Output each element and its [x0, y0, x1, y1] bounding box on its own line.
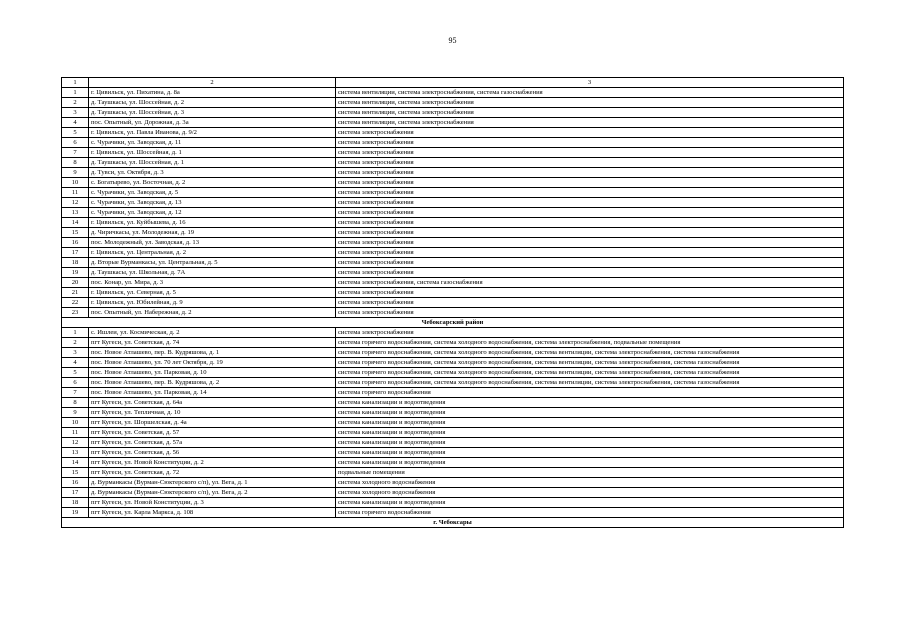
row-number: 5 [62, 128, 89, 138]
address-cell: г. Цивильск, ул. Северная, д. 5 [89, 288, 336, 298]
row-number: 1 [62, 328, 89, 338]
address-cell: г. Цивильск, ул. Юбилейная, д. 9 [89, 298, 336, 308]
row-number: 6 [62, 138, 89, 148]
systems-cell: система электроснабжения, система газоснабжения [336, 278, 844, 288]
address-cell: пос. Новое Атлашево, ул. Парковая, д. 10 [89, 368, 336, 378]
table-row [62, 108, 844, 118]
table-row [62, 198, 844, 208]
row-number: 11 [62, 188, 89, 198]
table-row [62, 428, 844, 438]
address-cell: пгт Кугеси, ул. Советская, д. 57а [89, 438, 336, 448]
table-row [62, 138, 844, 148]
row-number: 17 [62, 488, 89, 498]
row-number: 19 [62, 508, 89, 518]
table-row [62, 298, 844, 308]
table-row [62, 398, 844, 408]
table-row [62, 288, 844, 298]
row-number: 5 [62, 368, 89, 378]
table-row [62, 168, 844, 178]
section-heading: г. Чебоксары [62, 518, 844, 528]
systems-cell: система горячего водоснабжения [336, 508, 844, 518]
row-number: 3 [62, 348, 89, 358]
row-number: 19 [62, 268, 89, 278]
systems-cell: система горячего водоснабжения, система холодного водоснабжения, система вентиляции, система электроснабжения, система газоснабжения [336, 348, 844, 358]
row-number: 12 [62, 438, 89, 448]
table-row [62, 448, 844, 458]
systems-cell: система канализации и водоотведения [336, 408, 844, 418]
systems-cell: система электроснабжения [336, 328, 844, 338]
address-cell: г. Цивильск, ул. Пихатина, д. 8а [89, 88, 336, 98]
systems-cell: система электроснабжения [336, 158, 844, 168]
column-number-1: 1 [62, 78, 89, 88]
table-row [62, 228, 844, 238]
address-cell: д. Вурманкасы (Вурман-Сюктерского с/п), ул. Вега, д. 2 [89, 488, 336, 498]
systems-cell: система горячего водоснабжения, система холодного водоснабжения, система электроснабжения, подвальные помещения [336, 338, 844, 348]
systems-cell: система горячего водоснабжения, система холодного водоснабжения, система вентиляции, система электроснабжения, система газоснабжения [336, 358, 844, 368]
address-cell: пос. Опытный, ул. Дорожная, д. 3а [89, 118, 336, 128]
address-cell: пос. Новое Атлашево, пер. В. Кудряшова, д. 2 [89, 378, 336, 388]
row-number: 22 [62, 298, 89, 308]
row-number: 16 [62, 238, 89, 248]
address-cell: д. Вторые Вурманкасы, ул. Центральная, д. 5 [89, 258, 336, 268]
row-number: 4 [62, 118, 89, 128]
table-row [62, 248, 844, 258]
table-row [62, 208, 844, 218]
systems-cell: система холодного водоснабжения [336, 478, 844, 488]
systems-cell: система электроснабжения [336, 208, 844, 218]
column-number-2: 2 [89, 78, 336, 88]
systems-cell: система канализации и водоотведения [336, 448, 844, 458]
column-number-row [62, 78, 844, 88]
address-cell: д. Таушкасы, ул. Шоссейная, д. 1 [89, 158, 336, 168]
row-number: 13 [62, 208, 89, 218]
address-cell: с. Чурачики, ул. Заводская, д. 11 [89, 138, 336, 148]
systems-cell: система вентиляции, система электроснабжения, система газоснабжения [336, 88, 844, 98]
address-cell: пгт Кугеси, ул. Тепличная, д. 10 [89, 408, 336, 418]
table-row [62, 508, 844, 518]
row-number: 2 [62, 98, 89, 108]
address-cell: г. Цивильск, ул. Павла Иванова, д. 9/2 [89, 128, 336, 138]
row-number: 2 [62, 338, 89, 348]
table-row [62, 438, 844, 448]
systems-cell: система канализации и водоотведения [336, 428, 844, 438]
address-cell: д. Таушкасы, ул. Шоссейная, д. 3 [89, 108, 336, 118]
row-number: 9 [62, 168, 89, 178]
table-row [62, 88, 844, 98]
table-row [62, 118, 844, 128]
table-row [62, 418, 844, 428]
table-row [62, 408, 844, 418]
registry-table [61, 77, 844, 528]
systems-cell: система вентиляции, система электроснабжения [336, 118, 844, 128]
row-number: 8 [62, 398, 89, 408]
table-row [62, 498, 844, 508]
table-row [62, 348, 844, 358]
section-heading: Чебоксарский район [62, 318, 844, 328]
table-row [62, 258, 844, 268]
systems-cell: система электроснабжения [336, 148, 844, 158]
systems-cell: система электроснабжения [336, 238, 844, 248]
systems-cell: система вентиляции, система электроснабжения [336, 98, 844, 108]
table-row [62, 338, 844, 348]
address-cell: пгт Кугеси, ул. Шоршелская, д. 4а [89, 418, 336, 428]
row-number: 15 [62, 228, 89, 238]
table-row [62, 358, 844, 368]
systems-cell: система электроснабжения [336, 168, 844, 178]
row-number: 7 [62, 388, 89, 398]
address-cell: с. Ишлеи, ул. Космическая, д. 2 [89, 328, 336, 338]
systems-cell: система электроснабжения [336, 308, 844, 318]
systems-cell: система электроснабжения [336, 228, 844, 238]
table-row [62, 328, 844, 338]
systems-cell: система электроснабжения [336, 188, 844, 198]
address-cell: с. Чурачики, ул. Заводская, д. 13 [89, 198, 336, 208]
row-number: 17 [62, 248, 89, 258]
table-row [62, 458, 844, 468]
address-cell: г. Цивильск, ул. Куйбышева, д. 16 [89, 218, 336, 228]
table-row [62, 388, 844, 398]
table-row [62, 148, 844, 158]
systems-cell: система канализации и водоотведения [336, 398, 844, 408]
row-number: 15 [62, 468, 89, 478]
address-cell: д. Вурманкасы (Вурман-Сюктерского с/п), ул. Вега, д. 1 [89, 478, 336, 488]
systems-cell: система электроснабжения [336, 248, 844, 258]
table-row [62, 278, 844, 288]
row-number: 3 [62, 108, 89, 118]
address-cell: пгт Кугеси, ул. Советская, д. 64а [89, 398, 336, 408]
systems-cell: система электроснабжения [336, 128, 844, 138]
systems-cell: система электроснабжения [336, 268, 844, 278]
address-cell: пгт Кугеси, ул. Советская, д. 57 [89, 428, 336, 438]
table-row [62, 378, 844, 388]
address-cell: с. Чурачики, ул. Заводская, д. 12 [89, 208, 336, 218]
address-cell: пгт Кугеси, ул. Советская, д. 56 [89, 448, 336, 458]
systems-cell: система канализации и водоотведения [336, 418, 844, 428]
page-number: 95 [448, 36, 457, 45]
row-number: 10 [62, 418, 89, 428]
address-cell: пос. Новое Атлашево, ул. Парковая, д. 14 [89, 388, 336, 398]
systems-cell: система электроснабжения [336, 288, 844, 298]
table-row [62, 218, 844, 228]
row-number: 7 [62, 148, 89, 158]
table-row [62, 368, 844, 378]
row-number: 21 [62, 288, 89, 298]
table-row [62, 178, 844, 188]
row-number: 4 [62, 358, 89, 368]
address-cell: с. Богатырево, ул. Восточная, д. 2 [89, 178, 336, 188]
systems-cell: система горячего водоснабжения, система холодного водоснабжения, система вентиляции, система электроснабжения, система газоснабжения [336, 368, 844, 378]
table-row [62, 188, 844, 198]
address-cell: пос. Конар, ул. Мира, д. 3 [89, 278, 336, 288]
row-number: 16 [62, 478, 89, 488]
address-cell: д. Чиричкасы, ул. Молодежная, д. 19 [89, 228, 336, 238]
row-number: 20 [62, 278, 89, 288]
table-row [62, 488, 844, 498]
column-number-3: 3 [336, 78, 844, 88]
address-cell: г. Цивильск, ул. Центральная, д. 2 [89, 248, 336, 258]
table-row [62, 268, 844, 278]
registry-table-body [62, 78, 844, 528]
systems-cell: система горячего водоснабжения [336, 388, 844, 398]
row-number: 18 [62, 258, 89, 268]
address-cell: д. Тувси, ул. Октября, д. 3 [89, 168, 336, 178]
row-number: 11 [62, 428, 89, 438]
section-row [62, 518, 844, 528]
table-row [62, 98, 844, 108]
systems-cell: система электроснабжения [336, 298, 844, 308]
row-number: 23 [62, 308, 89, 318]
systems-cell: система канализации и водоотведения [336, 458, 844, 468]
systems-cell: система электроснабжения [336, 218, 844, 228]
table-row [62, 468, 844, 478]
systems-cell: система электроснабжения [336, 258, 844, 268]
row-number: 9 [62, 408, 89, 418]
systems-cell: система холодного водоснабжения [336, 488, 844, 498]
systems-cell: система вентиляции, система электроснабжения [336, 108, 844, 118]
table-row [62, 238, 844, 248]
table-row [62, 478, 844, 488]
row-number: 12 [62, 198, 89, 208]
row-number: 18 [62, 498, 89, 508]
row-number: 13 [62, 448, 89, 458]
systems-cell: система канализации и водоотведения [336, 498, 844, 508]
row-number: 14 [62, 218, 89, 228]
address-cell: пгт Кугеси, ул. Новой Конституции, д. 3 [89, 498, 336, 508]
table-row [62, 128, 844, 138]
row-number: 8 [62, 158, 89, 168]
systems-cell: подвальные помещения [336, 468, 844, 478]
address-cell: пос. Новое Атлашево, пер. В. Кудряшова, д. 1 [89, 348, 336, 358]
address-cell: пгт Кугеси, ул. Советская, д. 72 [89, 468, 336, 478]
row-number: 14 [62, 458, 89, 468]
row-number: 10 [62, 178, 89, 188]
address-cell: г. Цивильск, ул. Шоссейная, д. 1 [89, 148, 336, 158]
systems-cell: система горячего водоснабжения, система холодного водоснабжения, система вентиляции, система электроснабжения, система газоснабжения [336, 378, 844, 388]
table-row [62, 158, 844, 168]
section-row [62, 318, 844, 328]
systems-cell: система канализации и водоотведения [336, 438, 844, 448]
address-cell: д. Таушкасы, ул. Школьная, д. 7А [89, 268, 336, 278]
address-cell: пос. Молодежный, ул. Заводская, д. 13 [89, 238, 336, 248]
address-cell: с. Чурачики, ул. Заводская, д. 5 [89, 188, 336, 198]
address-cell: пгт Кугеси, ул. Карла Маркса, д. 108 [89, 508, 336, 518]
systems-cell: система электроснабжения [336, 198, 844, 208]
address-cell: пгт Кугеси, ул. Новой Конституции, д. 2 [89, 458, 336, 468]
systems-cell: система электроснабжения [336, 138, 844, 148]
row-number: 1 [62, 88, 89, 98]
address-cell: пгт Кугеси, ул. Советская, д. 74 [89, 338, 336, 348]
table-row [62, 308, 844, 318]
address-cell: пос. Новое Атлашево, ул. 70 лет Октября, д. 19 [89, 358, 336, 368]
address-cell: д. Таушкасы, ул. Шоссейная, д. 2 [89, 98, 336, 108]
systems-cell: система электроснабжения [336, 178, 844, 188]
row-number: 6 [62, 378, 89, 388]
address-cell: пос. Опытный, ул. Набережная, д. 2 [89, 308, 336, 318]
